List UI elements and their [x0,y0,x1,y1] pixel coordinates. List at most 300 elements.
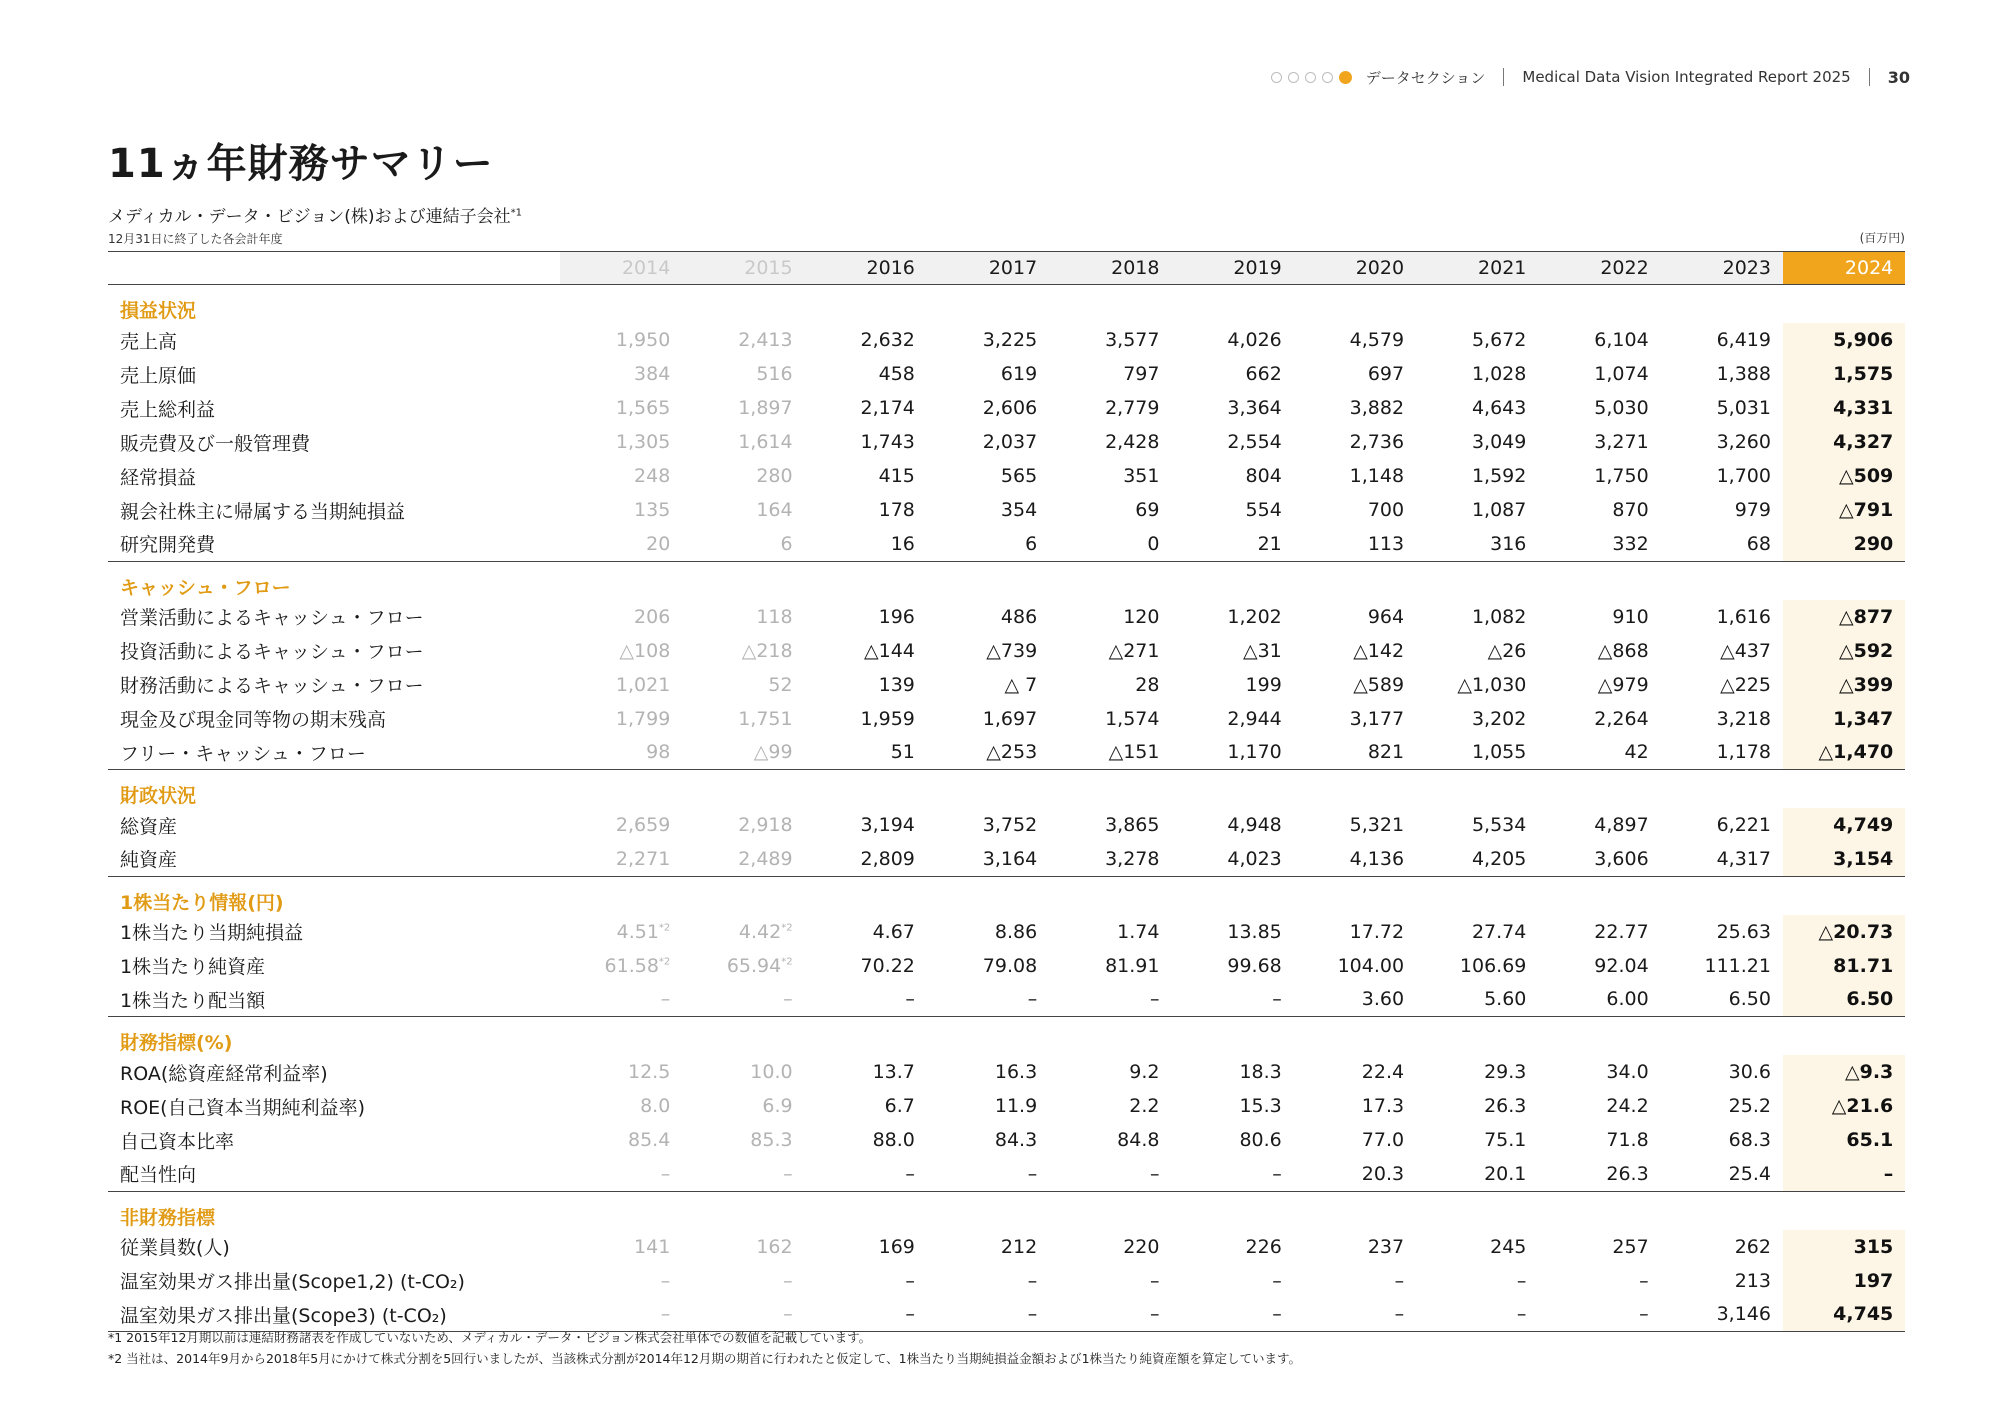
footnotes [108,1327,1301,1369]
cell-2017 [927,459,1049,493]
cell-2020 [1294,600,1416,634]
cell-value: 4.67 [872,920,915,943]
cell-value: 10.0 [750,1061,793,1083]
progress-dot [1271,72,1282,83]
cell-value: 9.2 [1129,1061,1160,1083]
cell-value: △877 [1838,605,1894,628]
cell-value: 71.8 [1606,1129,1649,1151]
table-row [108,1157,1905,1191]
cell-2016 [805,527,927,561]
cell-value: 85.4 [627,1129,671,1151]
cell-value: 2.2 [1129,1095,1160,1117]
cell-value: – [1394,1303,1405,1326]
cell-2016 [805,949,927,983]
cell-2024 [1783,1055,1905,1089]
cell-value: 27.74 [1471,920,1527,943]
cell-2022 [1538,493,1660,527]
cell-2014 [560,391,682,425]
year-header-2016: 2016 [805,252,927,285]
cell-value: 139 [878,673,915,696]
cell-value: 257 [1612,1235,1649,1258]
cell-value: 30.6 [1728,1061,1771,1083]
cell-2024 [1783,600,1905,634]
cell-2019 [1171,1264,1293,1298]
table-row [108,391,1905,425]
row-label: 財務活動によるキャッシュ・フロー [120,675,424,697]
cell-value: – [660,1269,671,1292]
cell-value: 21 [1257,532,1282,555]
year-header-2022: 2022 [1538,252,1660,285]
cell-2015 [682,949,804,983]
cell-value: 3,865 [1105,814,1160,836]
cell-value: 25.63 [1716,920,1771,943]
cell-value: – [783,1303,793,1326]
cell-value: 3,146 [1716,1303,1771,1326]
row-label: 配当性向 [108,1157,560,1191]
cell-value: 290 [1853,532,1894,555]
cell-value: 118 [756,605,793,628]
cell-value: 16 [890,532,915,555]
cell-2020 [1294,702,1416,736]
footnote-mark: *1 [510,207,522,219]
row-label: 総資産 [120,815,178,838]
cell-2018 [1049,323,1171,357]
row-label: 経常損益 [120,466,197,489]
cell-value: 1,751 [738,707,793,730]
cell-2014 [560,702,682,736]
table-row [108,1230,1905,1264]
cell-2016 [805,808,927,842]
cell-2021 [1416,1123,1538,1157]
cell-2016 [805,983,927,1017]
cell-2015 [682,600,804,634]
cell-2014 [560,1055,682,1089]
cell-value: 6.00 [1606,988,1649,1011]
cell-value: 4,331 [1833,397,1894,419]
cell-value: 135 [634,499,671,521]
cell-2014 [560,736,682,770]
cell-2019 [1171,425,1293,459]
cell-2017 [927,1055,1049,1089]
table-row [108,842,1905,876]
cell-2019 [1171,391,1293,425]
cell-2024 [1783,808,1905,842]
cell-2016 [805,1055,927,1089]
cell-2024 [1783,1264,1905,1298]
cell-value: 141 [634,1235,671,1258]
company-name: メディカル・データ・ビジョン(株)および連結子会社 [108,207,511,227]
cell-value: 280 [756,465,793,487]
cell-value: 4.51 [616,920,659,943]
cell-value: 262 [1734,1235,1771,1258]
cell-2016 [805,842,927,876]
cell-2021 [1416,1157,1538,1191]
cell-2016 [805,459,927,493]
cell-value: 315 [1853,1235,1894,1258]
cell-2016 [805,634,927,668]
cell-value: △99 [753,741,793,764]
cell-2017 [927,391,1049,425]
cell-2017 [927,1157,1049,1191]
cell-2018 [1049,391,1171,425]
cell-value: 13.7 [872,1061,915,1083]
cell-2019 [1171,842,1293,876]
cell-2022 [1538,357,1660,391]
cell-2017 [927,668,1049,702]
cell-2018 [1049,493,1171,527]
cell-value: 4,023 [1227,847,1282,870]
cell-2018 [1049,634,1171,668]
cell-value: 88.0 [872,1129,915,1151]
cell-value: △1,470 [1818,741,1894,764]
cell-2021 [1416,1055,1538,1089]
cell-value: 80.6 [1239,1129,1282,1151]
table-row [108,736,1905,770]
cell-value: 4,749 [1833,814,1894,836]
section-header-row [108,876,1905,915]
cell-2019 [1171,702,1293,736]
cell-2018 [1049,949,1171,983]
cell-value: △20.73 [1818,920,1894,943]
section-header-row [108,285,1905,324]
cell-value: 3,752 [982,814,1038,836]
cell-2024 [1783,459,1905,493]
cell-value: – [1149,1269,1160,1292]
header-divider [1503,68,1504,86]
cell-2021 [1416,323,1538,357]
cell-2016 [805,736,927,770]
cell-value: 6.7 [884,1095,915,1117]
cell-value: 79.08 [982,954,1038,977]
cell-value: 20.3 [1361,1162,1405,1185]
cell-value: 415 [878,465,915,487]
cell-2021 [1416,808,1538,842]
cell-2022 [1538,600,1660,634]
cell-value: 77.0 [1361,1129,1405,1151]
row-label: 販売費及び一般管理費 [120,432,311,455]
cell-value: 1,575 [1833,363,1894,385]
cell-2020 [1294,1230,1416,1264]
cell-2022 [1538,634,1660,668]
row-label: 現金及び現金同等物の期末残高 [120,709,387,731]
cell-value: 384 [634,363,671,385]
row-label: 温室効果ガス排出量(Scope1,2) (t-CO₂) [120,1271,465,1293]
cell-2017 [927,1230,1049,1264]
cell-value: △151 [1108,741,1160,764]
cell-2014 [560,459,682,493]
cell-2022 [1538,668,1660,702]
cell-2024 [1783,1123,1905,1157]
cell-value: 1,750 [1594,465,1649,487]
cell-value: 4,317 [1716,847,1771,870]
cell-value: 619 [1000,363,1038,385]
cell-2017 [927,1264,1049,1298]
row-label: 純資産 [108,842,560,876]
cell-value: 4.42 [738,920,782,943]
progress-dot [1305,72,1316,83]
cell-2019 [1171,808,1293,842]
cell-2021 [1416,842,1538,876]
cell-2021 [1416,357,1538,391]
year-header-2017: 2017 [927,252,1049,285]
cell-2020 [1294,983,1416,1017]
cell-value: 3,271 [1594,431,1649,453]
cell-value: 1,170 [1227,741,1282,764]
cell-2024 [1783,323,1905,357]
cell-value: 75.1 [1484,1129,1527,1151]
section-title: 損益状況 [120,300,197,322]
cell-value: 2,174 [860,397,915,419]
cell-2024 [1783,425,1905,459]
cell-2017 [927,527,1049,561]
cell-2016 [805,1089,927,1123]
cell-2023 [1661,736,1783,770]
cell-2023 [1661,702,1783,736]
cell-2022 [1538,323,1660,357]
cell-value: 1,074 [1594,363,1649,385]
cell-2020 [1294,842,1416,876]
row-label: 売上原価 [120,364,197,387]
cell-value: △868 [1597,639,1649,662]
cell-value: 1,743 [860,431,915,453]
cell-value: 5,031 [1716,397,1771,419]
cell-value: 81.71 [1833,954,1894,977]
cell-value: 2,809 [860,847,915,870]
cell-2018 [1049,736,1171,770]
cell-2021 [1416,1264,1538,1298]
cell-value: 2,264 [1594,707,1649,730]
cell-value: 1,202 [1227,605,1282,628]
row-label: 営業活動によるキャッシュ・フロー [120,607,424,629]
page-number: 30 [1887,67,1910,87]
footnote-mark: *2 [781,922,793,934]
cell-value: △791 [1838,499,1894,521]
row-label: 親会社株主に帰属する当期純損益 [120,500,406,523]
cell-2014 [560,668,682,702]
cell-2024 [1783,391,1905,425]
cell-value: 4,026 [1227,329,1282,351]
cell-2018 [1049,808,1171,842]
cell-value: 6,419 [1716,329,1771,351]
cell-value: △142 [1353,639,1405,662]
cell-2015 [682,527,804,561]
cell-value: 81.91 [1105,954,1160,977]
cell-2023 [1661,459,1783,493]
cell-value: – [1516,1303,1527,1326]
cell-2024 [1783,1298,1905,1332]
cell-2022 [1538,1230,1660,1264]
cell-value: 6.50 [1728,988,1771,1011]
cell-value: 99.68 [1227,954,1282,977]
page-title: 11ヵ年財務サマリー [108,141,494,187]
cell-value: 17.3 [1361,1095,1405,1117]
cell-2022 [1538,983,1660,1017]
cell-2016 [805,600,927,634]
cell-value: – [1027,1269,1038,1292]
cell-2017 [927,983,1049,1017]
table-row [108,949,1905,983]
cell-value: 4,643 [1471,397,1527,419]
cell-value: 85.3 [750,1129,793,1151]
cell-2014 [560,493,682,527]
cell-2015 [682,915,804,949]
cell-2020 [1294,357,1416,391]
cell-2014 [560,527,682,561]
cell-2019 [1171,983,1293,1017]
table-row [108,634,1905,668]
cell-value: – [1639,1303,1649,1326]
cell-2023 [1661,1264,1783,1298]
cell-value: 565 [1000,465,1038,487]
cell-2021 [1416,493,1538,527]
cell-2022 [1538,702,1660,736]
cell-2020 [1294,808,1416,842]
cell-2018 [1049,459,1171,493]
cell-2018 [1049,842,1171,876]
cell-2019 [1171,1157,1293,1191]
cell-value: 5,534 [1471,814,1527,836]
cell-value: 20 [646,532,671,555]
section-title: 財務指標(%) [120,1032,233,1054]
cell-value: 245 [1490,1235,1527,1258]
cell-2019 [1171,1089,1293,1123]
cell-value: 697 [1367,363,1405,385]
cell-2023 [1661,915,1783,949]
cell-2015 [682,1089,804,1123]
footnote-mark: *2 [658,922,671,934]
cell-value: 2,428 [1105,431,1160,453]
table-row [108,668,1905,702]
cell-2015 [682,1055,804,1089]
cell-value: – [1149,1303,1160,1326]
year-header-2020: 2020 [1294,252,1416,285]
table-row [108,600,1905,634]
cell-value: – [1272,988,1282,1011]
cell-value: 554 [1245,499,1282,521]
cell-2018 [1049,1157,1171,1191]
cell-2014 [560,983,682,1017]
cell-value: 17.72 [1349,920,1405,943]
cell-value: 1,178 [1716,741,1771,764]
cell-value: 5,672 [1471,329,1527,351]
cell-2023 [1661,668,1783,702]
cell-2019 [1171,357,1293,391]
cell-2018 [1049,668,1171,702]
cell-value: 662 [1245,363,1282,385]
cell-2014 [560,1230,682,1264]
cell-value: 870 [1612,499,1649,521]
cell-value: 2,918 [738,814,793,836]
section-title: 非財務指標 [120,1206,216,1229]
cell-2023 [1661,1055,1783,1089]
cell-value: 8.0 [640,1095,671,1117]
cell-2020 [1294,1298,1416,1332]
cell-value: 25.2 [1728,1095,1771,1117]
cell-2014 [560,323,682,357]
financial-summary-table [108,251,1905,1332]
cell-value: 3,225 [982,329,1038,351]
cell-2015 [682,634,804,668]
cell-2015 [682,425,804,459]
cell-2024 [1783,493,1905,527]
cell-value: 4,136 [1349,847,1405,870]
cell-2018 [1049,702,1171,736]
cell-value: 15.3 [1239,1095,1282,1117]
cell-2024 [1783,842,1905,876]
cell-2019 [1171,1230,1293,1264]
cell-value: 2,736 [1349,431,1405,453]
cell-value: 3,882 [1349,397,1405,419]
cell-value: 3,154 [1833,847,1894,870]
cell-2020 [1294,391,1416,425]
cell-value: 22.77 [1594,920,1649,943]
cell-2021 [1416,949,1538,983]
table-row [108,808,1905,842]
cell-2020 [1294,527,1416,561]
cell-2014 [560,425,682,459]
cell-2023 [1661,357,1783,391]
cell-2022 [1538,736,1660,770]
cell-value: 206 [634,605,671,628]
cell-2014 [560,634,682,668]
cell-value: 316 [1490,532,1527,555]
cell-2021 [1416,1230,1538,1264]
cell-2017 [927,323,1049,357]
cell-2021 [1416,1089,1538,1123]
cell-value: 16.3 [994,1061,1038,1083]
cell-value: – [1027,988,1038,1011]
cell-2016 [805,1157,927,1191]
cell-value: 70.22 [860,954,915,977]
cell-2016 [805,323,927,357]
row-label: 売上高 [120,330,178,353]
cell-2024 [1783,983,1905,1017]
cell-2019 [1171,323,1293,357]
cell-2020 [1294,425,1416,459]
cell-value: △739 [986,639,1038,662]
cell-2020 [1294,1157,1416,1191]
table-row [108,1089,1905,1123]
cell-2021 [1416,983,1538,1017]
cell-2016 [805,1123,927,1157]
cell-2017 [927,1123,1049,1157]
cell-value: – [905,988,915,1011]
cell-value: 1,799 [615,707,671,730]
cell-2024 [1783,1089,1905,1123]
cell-2019 [1171,600,1293,634]
cell-2021 [1416,915,1538,949]
cell-value: – [1272,1269,1282,1292]
cell-value: 4,579 [1349,329,1405,351]
cell-2023 [1661,493,1783,527]
row-label: 研究開発費 [108,527,560,561]
cell-value: 0 [1147,532,1160,555]
cell-value: 84.3 [994,1129,1038,1151]
cell-2018 [1049,1230,1171,1264]
cell-2016 [805,425,927,459]
cell-2023 [1661,1298,1783,1332]
cell-value: 1,388 [1716,363,1771,385]
cell-value: 42 [1624,741,1649,764]
cell-2019 [1171,736,1293,770]
cell-value: 6,221 [1716,814,1771,836]
row-label: 1株当たり当期純損益 [120,922,304,944]
cell-value: △979 [1597,673,1649,696]
company-scope [108,202,522,227]
cell-value: △437 [1720,639,1771,662]
cell-value: 1,565 [615,397,671,419]
cell-2022 [1538,915,1660,949]
